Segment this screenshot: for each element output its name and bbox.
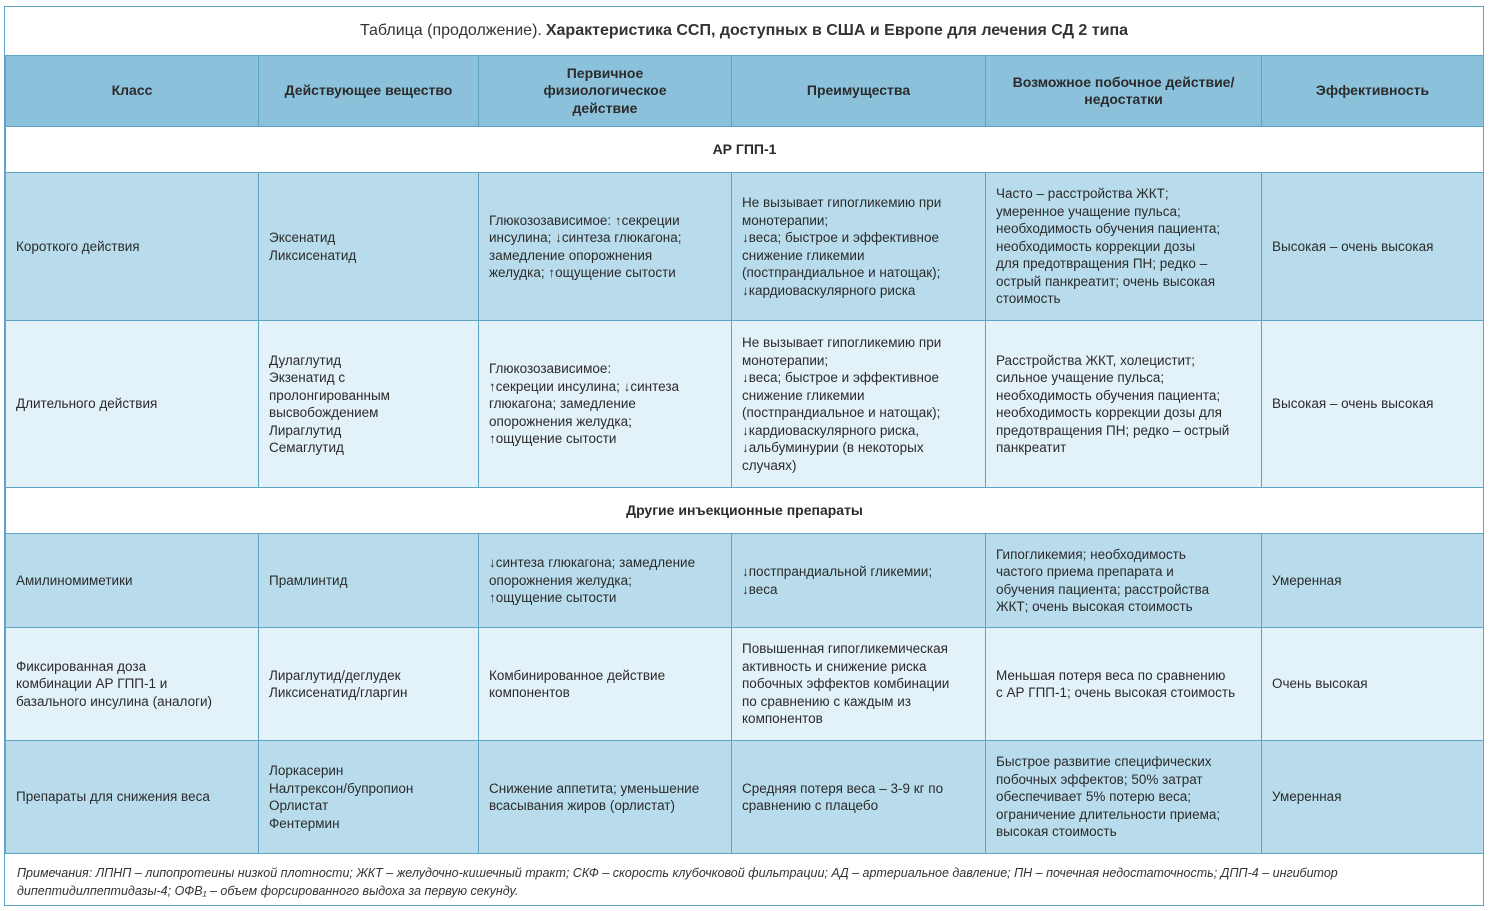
side-effects-cell-line: Гипогликемия; необходимость bbox=[996, 546, 1186, 562]
side-effects-cell-line: Меньшая потеря веса по сравнению bbox=[996, 667, 1226, 683]
substance-cell bbox=[259, 628, 479, 741]
advantages-cell-line: ↓постпрандиальной гликемии; bbox=[742, 564, 933, 579]
advantages-cell-line: (постпрандиальное и натощак); bbox=[742, 265, 941, 280]
action-cell-line: ↑секреции инсулина; ↓синтеза bbox=[489, 378, 680, 394]
side-effects-cell-line: умеренное учащение пульса; bbox=[996, 203, 1181, 219]
advantages-cell-line: снижение гликемии bbox=[742, 387, 865, 403]
side-effects-cell bbox=[986, 741, 1262, 854]
advantages-cell-line: Повышенная гипогликемическая bbox=[742, 641, 948, 657]
side-effects-cell-line: Часто – расстройства ЖКТ; bbox=[996, 186, 1169, 202]
advantages-cell-line: ↓веса; быстрое и эффективное bbox=[742, 230, 940, 245]
advantages-cell-line: по сравнению с каждым из bbox=[742, 693, 911, 709]
header-action bbox=[479, 56, 732, 127]
side-effects-cell-line: сильное учащение пульса; bbox=[996, 370, 1165, 385]
class-cell-line: Препараты для снижения веса bbox=[16, 789, 210, 805]
side-effects-cell-line: панкреатит bbox=[996, 440, 1067, 455]
class-cell bbox=[6, 534, 259, 628]
advantages-cell-line: компонентов bbox=[742, 711, 823, 727]
action-cell-line: Глюкозозависимое: bbox=[489, 361, 612, 377]
section-row bbox=[6, 488, 1484, 534]
action-cell-line: опорожнения желудка; bbox=[489, 572, 632, 588]
table-frame bbox=[4, 6, 1484, 906]
side-effects-cell-line: стоимость bbox=[996, 291, 1061, 307]
header-side-line: Возможное побочное действие/ bbox=[1012, 73, 1235, 90]
side-effects-cell-line: обучения пациента; расстройства bbox=[996, 581, 1210, 597]
side-effects-cell-line: для предотвращения ПН; редко – bbox=[996, 256, 1208, 272]
action-cell-line: всасывания жиров (орлистат) bbox=[489, 798, 675, 813]
advantages-cell-line: ↓кардиоваскулярного риска, bbox=[742, 422, 920, 438]
action-cell-line: желудка; ↑ощущение сытости bbox=[489, 265, 676, 280]
action-cell bbox=[479, 741, 732, 854]
side-effects-cell-line: частого приема препарата и bbox=[996, 564, 1174, 579]
side-effects-cell-line: побочных эффектов; 50% затрат bbox=[996, 771, 1203, 787]
action-cell-line: Снижение аппетита; уменьшение bbox=[489, 780, 700, 796]
substance-cell-line: пролонгированным bbox=[269, 387, 390, 403]
action-cell bbox=[479, 628, 732, 741]
table-row bbox=[6, 741, 1484, 854]
table-title bbox=[5, 7, 1483, 55]
side-effects-cell-line: острый панкреатит; очень высокая bbox=[996, 273, 1216, 289]
efficacy-cell: Умеренная bbox=[1262, 534, 1484, 628]
side-effects-cell-line: необходимость обучения пациента; bbox=[996, 221, 1221, 237]
header-action-line: физиологическое bbox=[543, 82, 667, 99]
side-effects-cell-line: Расстройства ЖКТ, холецистит; bbox=[996, 352, 1195, 368]
advantages-cell-line: активность и снижение риска bbox=[742, 658, 927, 674]
action-cell bbox=[479, 534, 732, 628]
action-cell bbox=[479, 173, 732, 321]
substance-cell-line: Ликсисенатид bbox=[269, 247, 357, 263]
advantages-cell-line: монотерапии; bbox=[742, 352, 829, 368]
action-cell-line: ↓синтеза глюкагона; замедление bbox=[489, 555, 696, 571]
section-title: АР ГПП-1 bbox=[6, 127, 1484, 173]
advantages-cell-line: ↓альбуминурии (в некоторых bbox=[742, 440, 924, 455]
class-cell-line: базального инсулина (аналоги) bbox=[16, 693, 213, 709]
header-advantages: Преимущества bbox=[732, 56, 986, 127]
table-row bbox=[6, 173, 1484, 321]
header-substance: Действующее вещество bbox=[259, 56, 479, 127]
advantages-cell bbox=[732, 628, 986, 741]
action-cell-line: Глюкозозависимое: ↑секреции bbox=[489, 212, 680, 228]
class-cell bbox=[6, 173, 259, 321]
table-row bbox=[6, 534, 1484, 628]
class-cell bbox=[6, 628, 259, 741]
substance-cell-line: высвобождением bbox=[269, 405, 379, 420]
header-side-line: недостатки bbox=[1084, 91, 1163, 107]
table-title-prefix: Таблица (продолжение). bbox=[359, 22, 542, 39]
substance-cell bbox=[259, 534, 479, 628]
substance-cell-line: Лоркасерин bbox=[269, 763, 344, 778]
substance-cell-line: Эксенатид bbox=[269, 230, 336, 245]
efficacy-cell: Умеренная bbox=[1262, 741, 1484, 854]
class-cell bbox=[6, 321, 259, 488]
advantages-cell bbox=[732, 534, 986, 628]
efficacy-cell: Высокая – очень высокая bbox=[1262, 173, 1484, 321]
action-cell-line: ↑ощущение сытости bbox=[489, 590, 617, 606]
substance-cell-line: Орлистат bbox=[269, 798, 329, 813]
header-class: Класс bbox=[6, 56, 259, 127]
action-cell-line: ↑ощущение сытости bbox=[489, 431, 617, 447]
table-body bbox=[6, 127, 1484, 854]
efficacy-cell: Высокая – очень высокая bbox=[1262, 321, 1484, 488]
advantages-cell-line: снижение гликемии bbox=[742, 247, 865, 263]
class-cell bbox=[6, 741, 259, 854]
section-row bbox=[6, 127, 1484, 173]
class-cell-line: Короткого действия bbox=[16, 238, 140, 254]
advantages-cell bbox=[732, 173, 986, 321]
header-efficacy: Эффективность bbox=[1262, 56, 1484, 127]
substance-cell-line: Дулаглутид bbox=[269, 352, 342, 368]
substance-cell-line: Налтрексон/бупропион bbox=[269, 780, 414, 796]
drug-table bbox=[5, 55, 1484, 854]
footnote bbox=[17, 864, 1467, 900]
side-effects-cell-line: необходимость обучения пациента; bbox=[996, 387, 1221, 403]
class-cell-line: Амилиномиметики bbox=[16, 572, 133, 588]
advantages-cell-line: сравнению с плацебо bbox=[742, 798, 879, 813]
substance-cell-line: Прамлинтид bbox=[269, 572, 348, 588]
side-effects-cell bbox=[986, 628, 1262, 741]
action-cell bbox=[479, 321, 732, 488]
substance-cell-line: Лираглутид bbox=[269, 422, 342, 438]
substance-cell-line: Ликсисенатид/гларгин bbox=[269, 685, 408, 700]
advantages-cell-line: Не вызывает гипогликемию при bbox=[742, 195, 942, 210]
substance-cell-line: Экзенатид с bbox=[269, 370, 346, 385]
side-effects-cell-line: с АР ГПП-1; очень высокая стоимость bbox=[996, 685, 1236, 700]
substance-cell bbox=[259, 173, 479, 321]
action-cell-line: опорожнения желудка; bbox=[489, 413, 632, 429]
action-cell-line: замедление опорожнения bbox=[489, 247, 653, 263]
footnote-line: дипептидилпептидазы-4; ОФВ₁ – объем форсированного выдоха за первую секунду. bbox=[17, 884, 519, 898]
class-cell-line: Фиксированная доза bbox=[16, 658, 147, 674]
advantages-cell-line: монотерапии; bbox=[742, 212, 829, 228]
table-title-main: Характеристика ССП, доступных в США и Европе для лечения СД 2 типа bbox=[545, 22, 1129, 39]
table-row bbox=[6, 628, 1484, 741]
advantages-cell-line: ↓кардиоваскулярного риска bbox=[742, 282, 916, 298]
efficacy-cell: Очень высокая bbox=[1262, 628, 1484, 741]
substance-cell-line: Семаглутид bbox=[269, 440, 344, 455]
side-effects-cell-line: обеспечивает 5% потерю веса; bbox=[996, 789, 1192, 805]
side-effects-cell-line: ограничение длительности приема; bbox=[996, 806, 1221, 822]
side-effects-cell-line: ЖКТ; очень высокая стоимость bbox=[996, 599, 1193, 614]
substance-cell-line: Лираглутид/деглудек bbox=[269, 667, 401, 683]
side-effects-cell-line: высокая стоимость bbox=[996, 824, 1117, 840]
advantages-cell-line: Не вызывает гипогликемию при bbox=[742, 335, 942, 350]
side-effects-cell bbox=[986, 534, 1262, 628]
class-cell-line: Длительного действия bbox=[16, 396, 158, 412]
substance-cell bbox=[259, 321, 479, 488]
substance-cell-line: Фентермин bbox=[269, 815, 340, 831]
side-effects-cell-line: предотвращения ПН; редко – острый bbox=[996, 422, 1230, 438]
header-row bbox=[6, 56, 1484, 127]
action-cell-line: компонентов bbox=[489, 685, 570, 700]
advantages-cell-line: Средняя потеря веса – 3-9 кг по bbox=[742, 780, 944, 796]
action-cell-line: глюкагона; замедление bbox=[489, 396, 636, 412]
advantages-cell-line: ↓веса bbox=[742, 581, 778, 597]
side-effects-cell bbox=[986, 173, 1262, 321]
table-row bbox=[6, 321, 1484, 488]
substance-cell bbox=[259, 741, 479, 854]
header-side-effects bbox=[986, 56, 1262, 127]
side-effects-cell-line: Быстрое развитие специфических bbox=[996, 754, 1212, 770]
class-cell-line: комбинации АР ГПП-1 и bbox=[16, 676, 168, 692]
side-effects-cell-line: необходимость коррекции дозы для bbox=[996, 405, 1222, 420]
action-cell-line: инсулина; ↓синтеза глюкагона; bbox=[489, 230, 682, 245]
advantages-cell bbox=[732, 321, 986, 488]
advantages-cell-line: побочных эффектов комбинации bbox=[742, 676, 950, 692]
side-effects-cell bbox=[986, 321, 1262, 488]
advantages-cell-line: (постпрандиальное и натощак); bbox=[742, 405, 941, 420]
header-action-line: действие bbox=[572, 99, 638, 116]
action-cell-line: Комбинированное действие bbox=[489, 667, 666, 683]
advantages-cell-line: ↓веса; быстрое и эффективное bbox=[742, 370, 940, 385]
advantages-cell-line: случаях) bbox=[742, 457, 797, 473]
footnote-line: Примечания: ЛПНП – липопротеины низкой плотности; ЖКТ – желудочно-кишечный тракт; СКФ – скорость клубочковой фильтрации; АД – артериальное давление; ПН – почечная недостаточность; ДПП-4 – ингибитор bbox=[17, 866, 1338, 880]
advantages-cell bbox=[732, 741, 986, 854]
header-action-line: Первичное bbox=[566, 64, 644, 81]
side-effects-cell-line: необходимость коррекции дозы bbox=[996, 238, 1196, 254]
section-title: Другие инъекционные препараты bbox=[6, 488, 1484, 534]
